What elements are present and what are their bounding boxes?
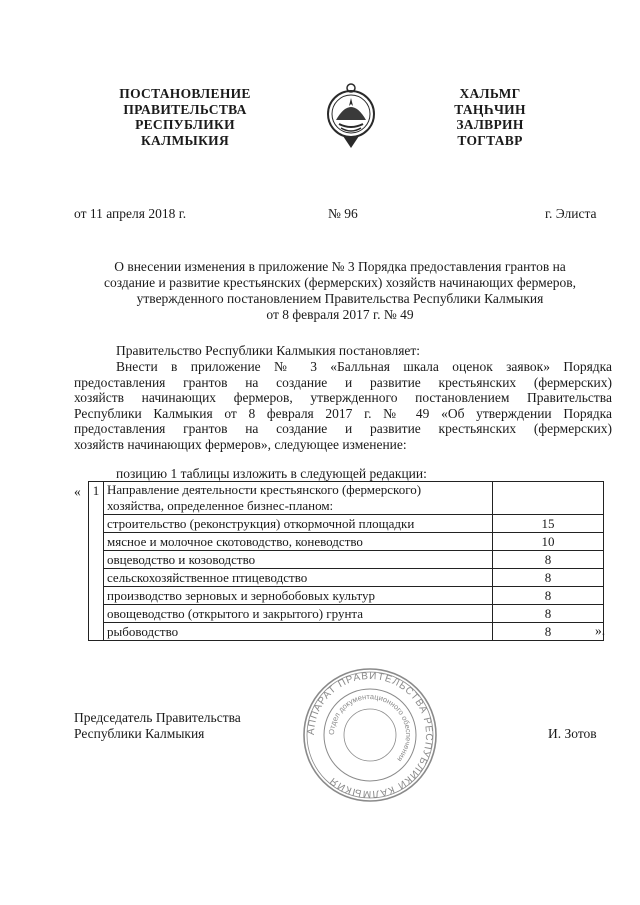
header-right-line: ТАҢҺЧИН <box>454 101 526 117</box>
score-cell: 10 <box>493 533 604 551</box>
header-right-block <box>430 86 550 148</box>
decree-title <box>60 259 620 323</box>
header-right-line: ЗАЛВРИН <box>456 117 524 132</box>
score-cell: 15 <box>493 515 604 533</box>
header-right-line: ТОГТАВР <box>457 132 523 148</box>
header-right-line: ХАЛЬМГ <box>459 86 521 101</box>
score-cell: 8 <box>493 569 604 587</box>
table-intro: позицию 1 таблицы изложить в следующей редакции: <box>116 466 427 481</box>
body-paragraph <box>74 359 612 453</box>
stamp-seal-icon <box>300 665 440 805</box>
decree-number: № 96 <box>328 206 358 221</box>
table-row <box>89 587 604 605</box>
score-cell: 8 <box>493 587 604 605</box>
title-line: от 8 февраля 2017 г. № 49 <box>266 307 414 322</box>
header-left-line: КАЛМЫКИЯ <box>140 132 230 148</box>
signature-position <box>74 710 241 742</box>
paragraph-line: Внести в приложение № 3 «Балльная шкала оценок заявок» Порядка <box>116 359 612 374</box>
title-line: создание и развитие крестьянских (фермерских) хозяйств начинающих фермеров, <box>104 275 576 290</box>
score-cell: 8 <box>493 551 604 569</box>
table-row <box>89 533 604 551</box>
header-left-line: РЕСПУБЛИКИ <box>135 117 235 132</box>
table-row <box>89 482 604 515</box>
header-left-line: ПРАВИТЕЛЬСТВА <box>123 101 247 117</box>
paragraph-line: предоставления грантов на создание и развитие крестьянских (фермерских) <box>74 374 612 390</box>
coat-of-arms-emblem <box>325 80 377 152</box>
paragraph-line: Республики Калмыкия от 8 февраля 2017 г. № 49 «Об утверждении Порядка <box>74 405 612 421</box>
svg-text:Отдел документационного обеспе <box>327 692 413 764</box>
activity-cell: овощеводство (открытого и закрытого) грунта <box>104 605 493 623</box>
signature-position-line: Республики Калмыкия <box>74 726 205 741</box>
table-row <box>89 605 604 623</box>
signature-position-line: Председатель Правительства <box>74 710 241 725</box>
score-cell: 8 <box>493 623 604 641</box>
decree-date: от 11 апреля 2018 г. <box>74 206 187 221</box>
table-head-line: хозяйства, определенное бизнес-планом: <box>107 498 334 513</box>
paragraph-line: хозяйств начинающих фермеров», следующее изменение: <box>74 436 407 452</box>
table-row <box>89 551 604 569</box>
header-left-line: ПОСТАНОВЛЕНИЕ <box>119 86 251 101</box>
position-number: 1 <box>89 482 104 641</box>
score-cell: 8 <box>493 605 604 623</box>
svg-text:АППАРАТ ПРАВИТЕЛЬСТВА РЕСПУБЛИ <box>306 671 434 799</box>
close-quote: ». <box>595 623 606 638</box>
paragraph-line: хозяйств начинающих фермеров, утвержденного постановлением Правительства <box>74 390 612 406</box>
activity-cell: рыбоводство <box>104 623 493 641</box>
header-left-block <box>100 86 270 148</box>
activity-cell: сельскохозяйственное птицеводство <box>104 569 493 587</box>
title-line: О внесении изменения в приложение № 3 Порядка предоставления грантов на <box>114 259 566 274</box>
decree-city: г. Элиста <box>545 206 597 221</box>
official-stamp <box>300 665 440 805</box>
score-cell <box>493 482 604 515</box>
stamp-inner-text: Отдел документационного обеспечения <box>326 691 414 764</box>
title-line: утвержденного постановлением Правительства Республики Калмыкия <box>136 291 544 306</box>
signatory-name: И. Зотов <box>548 726 597 741</box>
stamp-outer-text: АППАРАТ ПРАВИТЕЛЬСТВА РЕСПУБЛИКИ КАЛМЫКИЯ <box>305 670 435 800</box>
decree-statement: Правительство Республики Калмыкия постановляет: <box>116 343 421 358</box>
table-row <box>89 515 604 533</box>
activity-cell: строительство (реконструкция) откормочной площадки <box>104 515 493 533</box>
position-table <box>88 481 604 641</box>
activity-cell: овцеводство и козоводство <box>104 551 493 569</box>
table-head-cell <box>104 482 493 515</box>
table-row <box>89 569 604 587</box>
open-quote: « <box>74 484 81 499</box>
paragraph-line: предоставления грантов на создание и развитие крестьянских (фермерских) <box>74 421 612 437</box>
activity-cell: производство зерновых и зернобобовых культур <box>104 587 493 605</box>
table-row <box>89 623 604 641</box>
table-head-line: Направление деятельности крестьянского (фермерского) <box>107 482 422 497</box>
activity-cell: мясное и молочное скотоводство, коневодство <box>104 533 493 551</box>
